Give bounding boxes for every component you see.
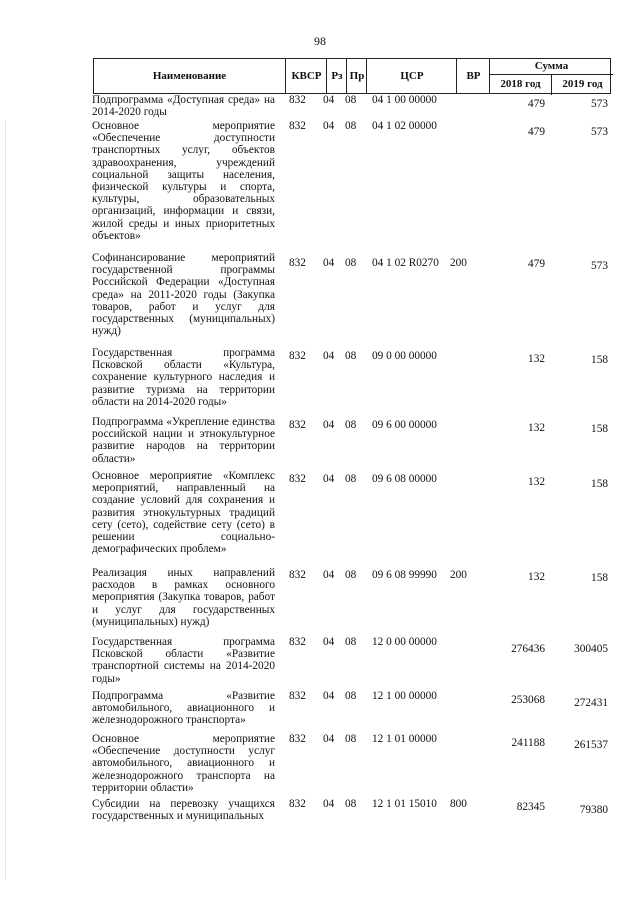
row-rz: 04 xyxy=(323,419,335,431)
row-rz: 04 xyxy=(323,636,335,648)
row-kvsr: 832 xyxy=(289,733,306,745)
row-csr: 09 6 08 99990 xyxy=(372,569,437,581)
header-year-2019: 2019 год xyxy=(551,75,613,95)
row-sum-2019: 272431 xyxy=(574,697,608,709)
row-kvsr: 832 xyxy=(289,94,306,106)
row-sum-2019: 158 xyxy=(591,423,608,435)
row-csr: 04 1 02 00000 xyxy=(372,120,437,132)
header-year-2018: 2018 год xyxy=(500,78,541,90)
row-rz: 04 xyxy=(323,257,335,269)
row-sum-2019: 573 xyxy=(591,98,608,110)
row-pr: 08 xyxy=(345,120,357,132)
page-number: 98 xyxy=(314,34,326,48)
row-csr: 09 0 00 00000 xyxy=(372,350,437,362)
row-rz: 04 xyxy=(323,798,335,810)
row-pr: 08 xyxy=(345,350,357,362)
row-pr: 08 xyxy=(345,257,357,269)
row-name: Подпрограмма «Доступная среда» на 2014-2020 годы xyxy=(92,94,275,119)
row-rz: 04 xyxy=(323,690,335,702)
row-rz: 04 xyxy=(323,94,335,106)
header-vr: ВР xyxy=(456,59,490,93)
row-csr: 04 1 02 R0270 xyxy=(372,257,439,269)
row-sum-2018: 132 xyxy=(528,476,545,488)
row-sum-2018: 253068 xyxy=(511,694,545,706)
row-sum-2018: 479 xyxy=(528,98,545,110)
row-csr: 09 6 00 00000 xyxy=(372,419,437,431)
scan-artifact xyxy=(5,120,6,880)
row-pr: 08 xyxy=(345,636,357,648)
header-pr: Пр xyxy=(346,59,367,93)
row-rz: 04 xyxy=(323,350,335,362)
row-sum-2019: 158 xyxy=(591,478,608,490)
row-kvsr: 832 xyxy=(289,798,306,810)
row-kvsr: 832 xyxy=(289,120,306,132)
header-csr: ЦСР xyxy=(366,59,457,93)
header-sum-title: Сумма xyxy=(490,59,613,75)
row-sum-2018: 479 xyxy=(528,126,545,138)
row-csr: 12 0 00 00000 xyxy=(372,636,437,648)
row-pr: 08 xyxy=(345,94,357,106)
row-sum-2018: 132 xyxy=(528,422,545,434)
row-name: Софинансирование мероприятий государственной программы Российской Федерации «Доступная среда» на 2011-2020 годы (Закупка товаров, работ и услуг для государственных (муниципальных) нужд) xyxy=(92,252,275,338)
row-vr: 200 xyxy=(450,257,467,269)
row-rz: 04 xyxy=(323,120,335,132)
row-pr: 08 xyxy=(345,798,357,810)
row-kvsr: 832 xyxy=(289,569,306,581)
row-name: Государственная программа Псковской области «Культура, сохранение культурного наследия и развитие туризма на территории области на 2014-2020 годы» xyxy=(92,347,275,408)
row-name: Подпрограмма «Укрепление единства российской нации и этнокультурное развитие народов на территории области» xyxy=(92,416,275,465)
header-name: Наименование xyxy=(152,70,227,82)
row-name: Реализация иных направлений расходов в рамках основного мероприятия (Закупка товаров, работ и услуг для государственных (муниципальных) нужд) xyxy=(92,567,275,628)
row-csr: 12 1 01 00000 xyxy=(372,733,437,745)
row-sum-2019: 573 xyxy=(591,260,608,272)
row-kvsr: 832 xyxy=(289,473,306,485)
header-kvsr: КВСР xyxy=(285,59,327,93)
row-sum-2019: 573 xyxy=(591,126,608,138)
row-name: Субсидии на перевозку учащихся государственных и муниципальных xyxy=(92,798,275,823)
row-kvsr: 832 xyxy=(289,636,306,648)
row-name: Основное мероприятие «Обеспечение доступности услуг автомобильного, авиационного и железнодорожного транспорта на территории области» xyxy=(92,733,275,794)
row-sum-2019: 158 xyxy=(591,354,608,366)
row-sum-2019: 79380 xyxy=(579,804,608,816)
row-name: Основное мероприятие «Комплекс мероприятий, направленный на создание условий для сохранения и развития этнокультурных традиций сету (сето), содействие сету (сето) в решении социально-демографических проблем» xyxy=(92,470,275,556)
row-csr: 12 1 00 00000 xyxy=(372,690,437,702)
row-sum-2018: 82345 xyxy=(516,801,545,813)
row-vr: 800 xyxy=(450,798,467,810)
row-pr: 08 xyxy=(345,569,357,581)
row-vr: 200 xyxy=(450,569,467,581)
row-csr: 09 6 08 00000 xyxy=(372,473,437,485)
row-kvsr: 832 xyxy=(289,690,306,702)
row-rz: 04 xyxy=(323,733,335,745)
row-sum-2019: 261537 xyxy=(574,739,608,751)
row-pr: 08 xyxy=(345,733,357,745)
row-pr: 08 xyxy=(345,419,357,431)
row-kvsr: 832 xyxy=(289,419,306,431)
header-rz: Рз xyxy=(326,59,347,93)
row-csr: 12 1 01 15010 xyxy=(372,798,437,810)
row-pr: 08 xyxy=(345,690,357,702)
table-header xyxy=(93,58,611,94)
row-pr: 08 xyxy=(345,473,357,485)
row-sum-2018: 276436 xyxy=(511,643,545,655)
row-sum-2019: 158 xyxy=(591,572,608,584)
row-sum-2018: 132 xyxy=(528,571,545,583)
row-kvsr: 832 xyxy=(289,350,306,362)
row-sum-2018: 479 xyxy=(528,258,545,270)
row-sum-2018: 241188 xyxy=(511,737,545,749)
row-name: Подпрограмма «Развитие автомобильного, авиационного и железнодорожного транспорта» xyxy=(92,690,275,727)
row-kvsr: 832 xyxy=(289,257,306,269)
row-rz: 04 xyxy=(323,473,335,485)
row-name: Государственная программа Псковской области «Развитие транспортной системы на 2014-2020 годы» xyxy=(92,636,275,685)
row-rz: 04 xyxy=(323,569,335,581)
row-name: Основное мероприятие «Обеспечение доступности транспортных услуг, объектов здравоохранения, учреждений социальной защиты населения, физической культуры и спорта, культуры, образовательных организаций, информации и связи, жилой среды и иных приоритетных объектов» xyxy=(92,120,275,242)
header-sum xyxy=(489,59,613,93)
row-sum-2018: 132 xyxy=(528,353,545,365)
row-csr: 04 1 00 00000 xyxy=(372,94,437,106)
row-sum-2019: 300405 xyxy=(574,643,608,655)
